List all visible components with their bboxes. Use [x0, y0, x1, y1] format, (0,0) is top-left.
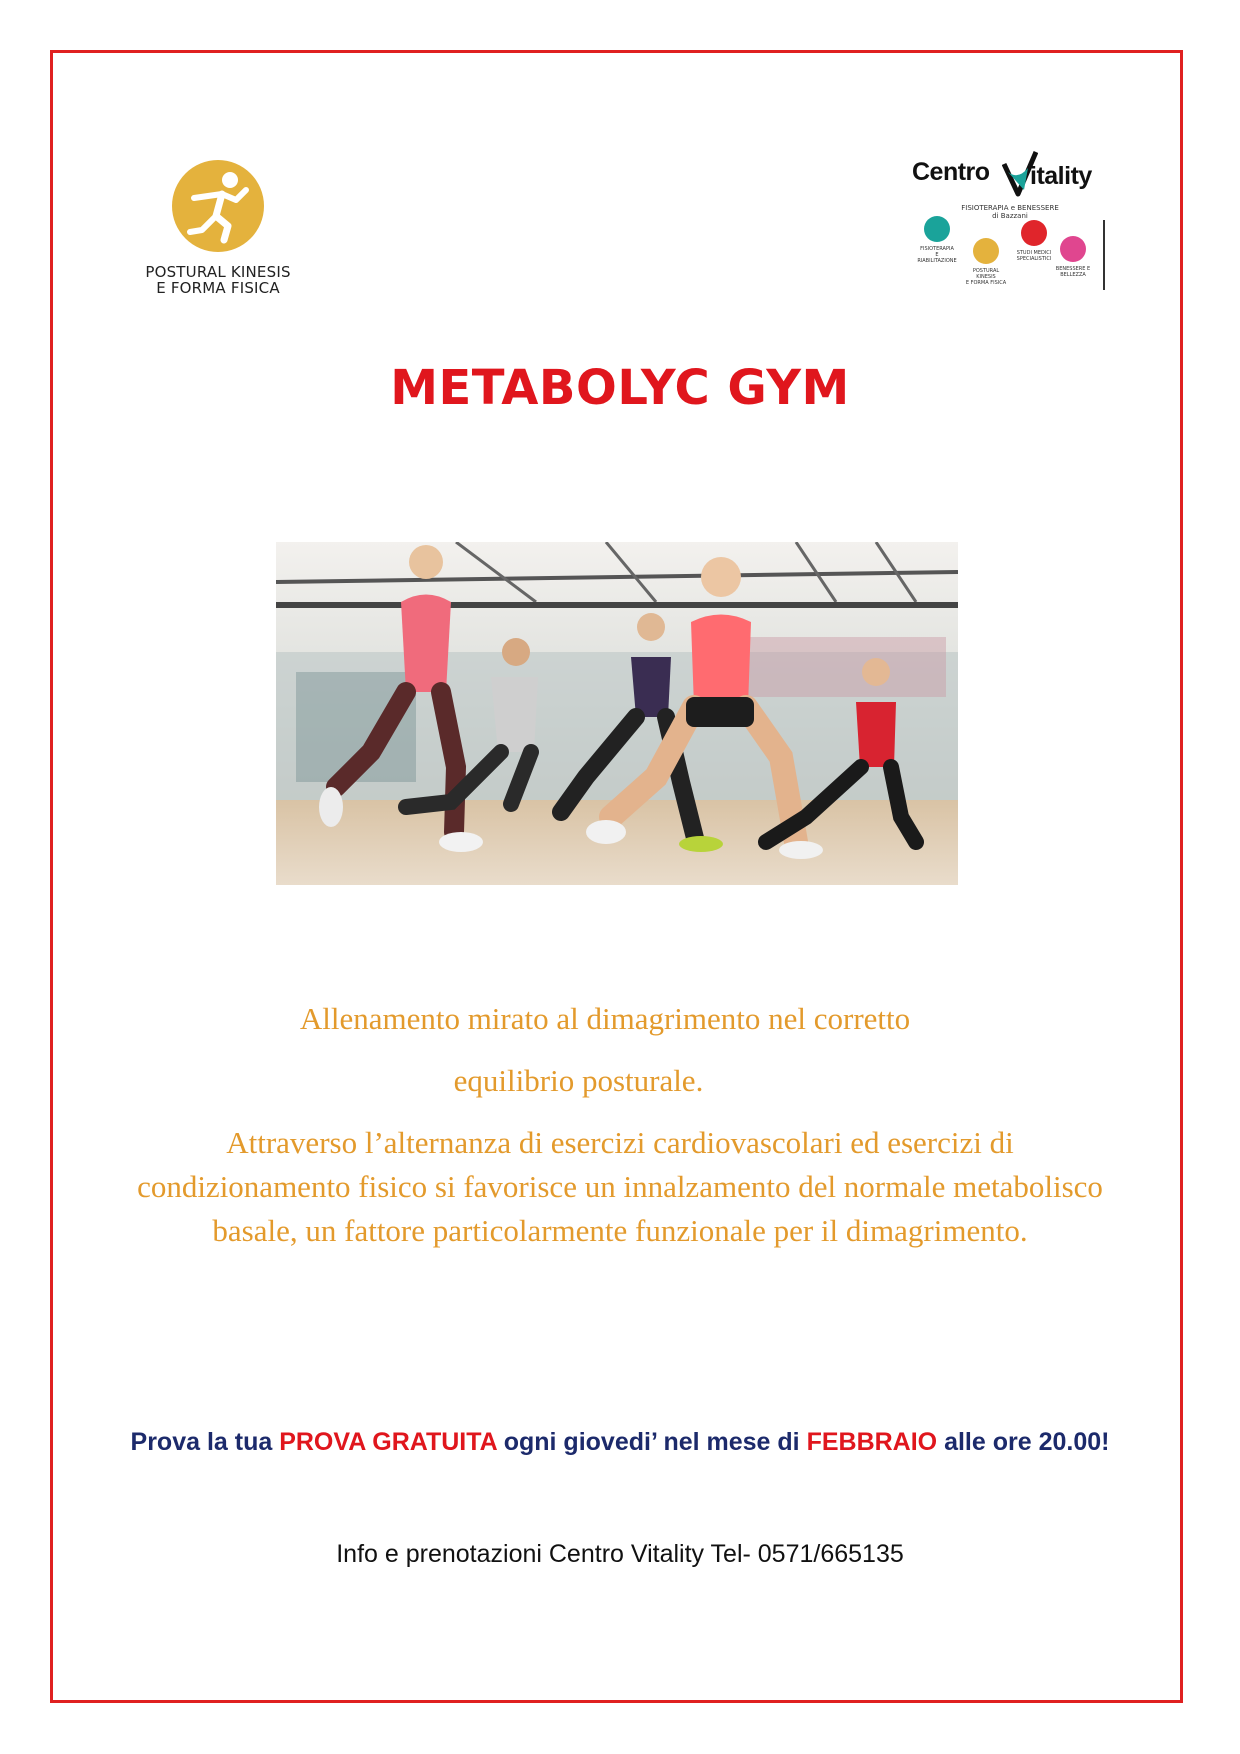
brand-name-part1: Centro	[912, 158, 990, 186]
promo-part3: ogni giovedi’ nel mese di	[496, 1428, 807, 1456]
brand-name-part2: itality	[1030, 162, 1092, 190]
promo-month: FEBBRAIO	[806, 1428, 938, 1456]
medical-service-icon	[1021, 220, 1047, 246]
promo-part1: Prova la tua	[130, 1428, 280, 1456]
logo-subtitle-line1: FISIOTERAPIA e BENESSERE	[961, 204, 1059, 212]
running-figure-icon	[172, 160, 264, 252]
postural-kinesis-logo	[138, 160, 298, 296]
beauty-service-icon	[1060, 236, 1086, 262]
service-label-physio: FISIOTERAPIA E RIABILITAZIONE	[917, 246, 957, 264]
promo-free-trial: PROVA GRATUITA	[279, 1428, 497, 1456]
logo-caption-line1: POSTURAL KINESIS	[145, 263, 291, 281]
page-title: METABOLYC GYM	[390, 360, 850, 416]
postural-service-icon	[973, 238, 999, 264]
logo-subtitle-line2: di Bazzani	[992, 212, 1028, 220]
promo-line	[0, 1428, 1240, 1457]
body-line-1: Allenamento mirato al dimagrimento nel corretto	[299, 1001, 911, 1036]
body-paragraph: Attraverso l’alternanza di esercizi cardiovascolari ed esercizi di condizionamento fisico si favorisce un innalzamento del normale metabolisco basale, un fattore particolarmente funzionale per il dimagrimento.	[137, 1125, 1103, 1248]
logo-subtitle	[960, 204, 1060, 220]
fitness-class-photo	[276, 542, 958, 885]
service-label-medical: STUDI MEDICI SPECIALISTICI	[1016, 250, 1052, 262]
service-label-postural: POSTURAL KINESIS E FORMA FISICA	[965, 268, 1007, 286]
centro-vitality-logo	[910, 150, 1110, 292]
promo-part5: alle ore 20.00!	[937, 1428, 1110, 1456]
logo-divider	[1103, 220, 1105, 290]
body-line-2: equilibrio posturale.	[453, 1063, 704, 1098]
logo-caption-line2: E FORMA FISICA	[156, 279, 280, 297]
service-label-beauty: BENESSERE E BELLEZZA	[1055, 266, 1091, 278]
physio-service-icon	[924, 216, 950, 242]
contact-info: Info e prenotazioni Centro Vitality Tel- 0571/665135	[336, 1540, 904, 1568]
